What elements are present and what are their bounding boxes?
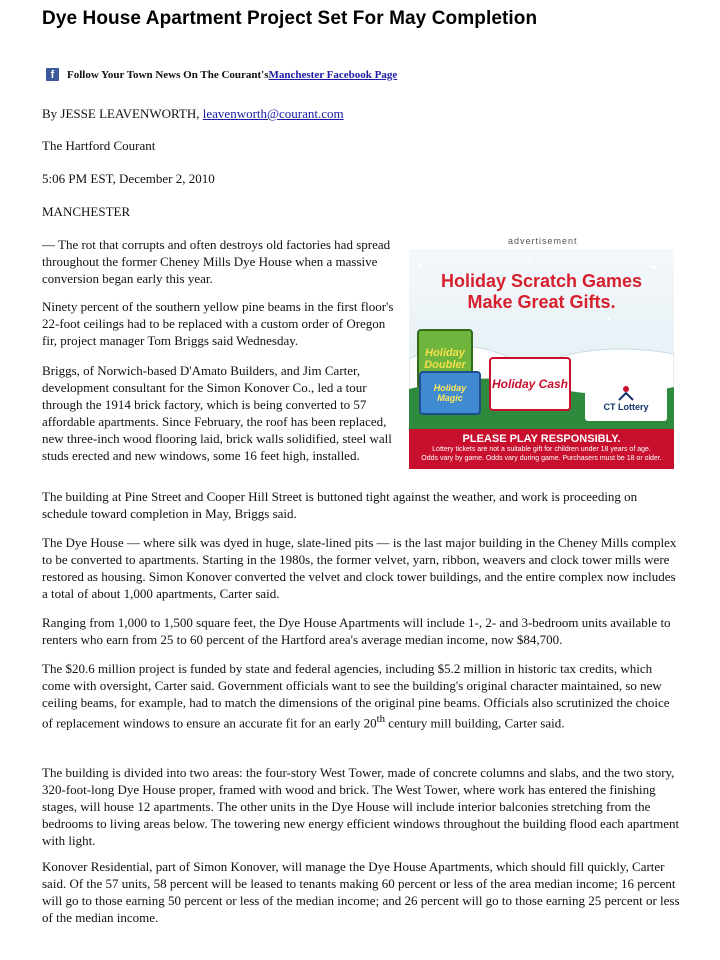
ad-footer bbox=[409, 429, 674, 469]
play-responsibly-text: PLEASE PLAY RESPONSIBLY. bbox=[462, 433, 621, 445]
paragraph-2: Ninety percent of the southern yellow pine beams in the first floor's 22-foot ceilings had to be replaced with a custom order of Oregon fir, project manager Tom Briggs said Wednesday. bbox=[42, 299, 394, 348]
byline-author: By JESSE LEAVENWORTH, bbox=[42, 106, 203, 121]
timestamp: 5:06 PM EST, December 2, 2010 bbox=[42, 171, 215, 186]
holiday-magic-ticket: Holiday Magic bbox=[419, 371, 481, 415]
paragraph-7-text: The $20.6 million project is funded by state and federal agencies, including $5.2 million in historic tax credits, which come with oversight, Carter said. Government officials want to see the building's original character maintained, so new ceiling beams, for example, had to match the dimensions of the original pine beams. Officials also scrutinized the choice of replacement windows to ensure an accurate fit for an early 20 bbox=[42, 661, 670, 731]
paragraph-3: Briggs, of Norwich-based D'Amato Builders, and Jim Carter, development consultant for the Simon Konover Co., led a tour through the 1914 brick factory, which is being converted to 57 affordable apartments. Since February, the roof has been replaced, new three-inch wood flooring laid, brick walls solidified, steel wall studs erected and new windows, some 16 feet high, installed. bbox=[42, 363, 392, 463]
ad-disclaimer-2: Odds vary by game. Odds vary during game. Purchasers must be 18 or older. bbox=[421, 455, 662, 462]
paragraph-4: The building at Pine Street and Cooper Hill Street is buttoned tight against the weather, and work is proceeding on schedule toward completion in May, Briggs said. bbox=[42, 489, 638, 521]
ad-headline bbox=[409, 271, 674, 313]
publication-name: The Hartford Courant bbox=[42, 138, 156, 153]
holiday-cash-ticket: Holiday Cash bbox=[489, 357, 571, 411]
ad-disclaimer-1: Lottery tickets are not a suitable gift for children under 18 years of age. bbox=[432, 446, 651, 453]
superscript-th: th bbox=[376, 713, 386, 725]
ad-headline-line-2: Make Great Gifts. bbox=[467, 292, 616, 312]
facebook-icon[interactable]: f bbox=[46, 68, 59, 81]
ad-headline-line-1: Holiday Scratch Games bbox=[440, 271, 643, 291]
advertisement-label: advertisement bbox=[508, 236, 578, 246]
ct-lottery-brand: CT Lottery bbox=[603, 402, 649, 412]
paragraph-7-end: century mill building, Carter said. bbox=[385, 715, 565, 731]
paragraph-8: The building is divided into two areas: the four-story West Tower, made of concrete columns and slabs, and the two story, 320-foot-long Dye House proper, framed with wood and brick. The West Tower, where work has entered the finishing stages, will house 12 apartments. The other units in the Dye House will include interior balconies stretching from the bedrooms to living areas below. The towering new energy efficient windows throughout the building flood each apartment with light. bbox=[42, 765, 680, 848]
paragraph-6: Ranging from 1,000 to 1,500 square feet, the Dye House Apartments will include 1-, 2- and 3-bedroom units available to renters who earn from 25 to 60 percent of the Hartford area's average median income, now $84,700. bbox=[42, 615, 671, 647]
dateline: MANCHESTER bbox=[42, 204, 131, 219]
paragraph-9: Konover Residential, part of Simon Konover, will manage the Dye House Apartments, which should fill quickly, Carter said. Of the 57 units, 58 percent will be leased to tenants making 60 percent or less of the area median income; 16 percent will go to those earning 50 percent or less of the median income; and 26 percent will go to those earning 25 percent or less of the median income. bbox=[42, 859, 680, 925]
lottery-ad-banner[interactable] bbox=[409, 249, 674, 469]
paragraph-5: The Dye House — where silk was dyed in huge, slate-lined pits — is the last major building in the Cheney Mills complex to be converted to apartments. Starting in the 1980s, the former velvet, yarn, ribbon, weavers and clock tower mills were restored as housing. Simon Konover converted the velvet and clock tower buildings, and the entire complex now includes a total of about 1,000 apartments, Carter said. bbox=[42, 535, 677, 601]
paragraph-7 bbox=[42, 660, 682, 731]
facebook-follow-row bbox=[46, 68, 397, 81]
follow-text: Follow Your Town News On The Courant's bbox=[67, 68, 269, 81]
ct-lottery-logo bbox=[585, 381, 667, 421]
paragraph-1: — The rot that corrupts and often destroys old factories had spread throughout the former Cheney Mills Dye House when a massive conversion began early this year. bbox=[42, 237, 391, 286]
byline bbox=[42, 106, 344, 122]
lottery-star-icon bbox=[616, 384, 636, 402]
author-email-link[interactable]: leavenworth@courant.com bbox=[202, 106, 344, 121]
holiday-doubler-ticket: Holiday Doubler bbox=[417, 329, 473, 389]
article-headline: Dye House Apartment Project Set For May Completion bbox=[42, 8, 538, 29]
facebook-page-link[interactable]: Manchester Facebook Page bbox=[268, 68, 398, 81]
